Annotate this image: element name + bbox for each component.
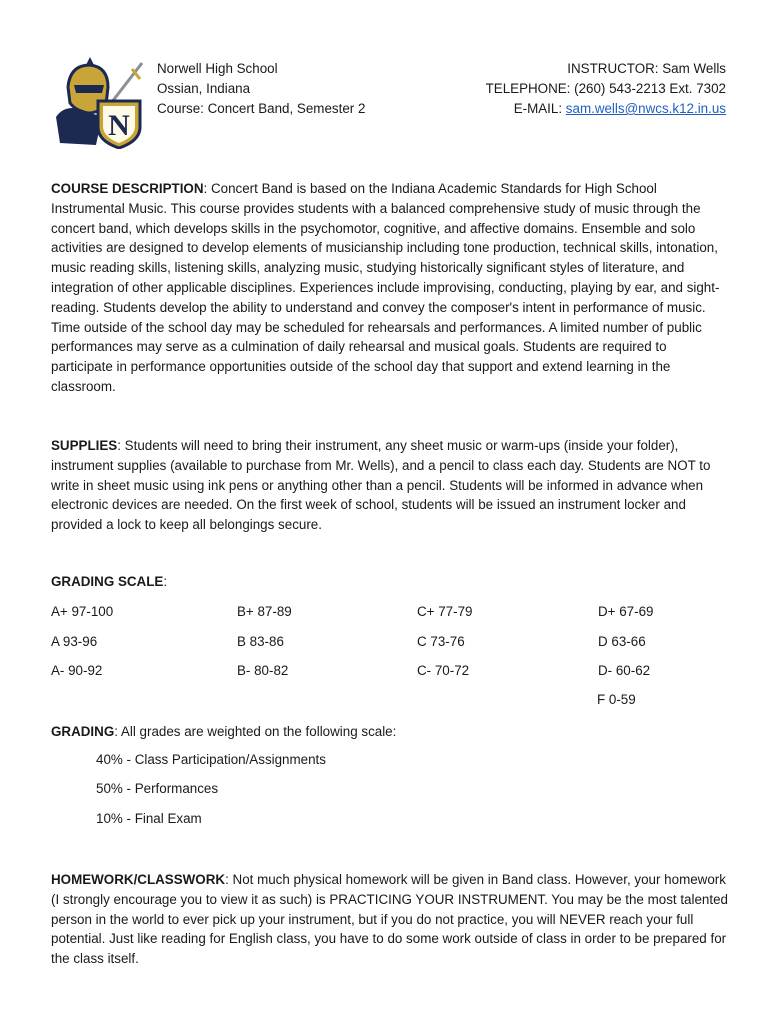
instructor-email-row xyxy=(486,99,726,119)
grade-cell: D- 60-62 xyxy=(598,663,651,678)
grade-cell: B 83-86 xyxy=(237,634,284,649)
grade-cell: D 63-66 xyxy=(598,634,646,649)
grading-section xyxy=(51,722,729,742)
grade-cell: A+ 97-100 xyxy=(51,604,114,619)
weight-item: 10% - Final Exam xyxy=(96,811,202,826)
course-description-text: : Concert Band is based on the Indiana Academic Standards for High School Instrumental Music. This course provides students with a balanced comprehensive study of music through the concert band, which develops skills in the psychomotor, cognitive, and affective domains. Ensemble and solo activities are designed to develop elements of musicianship including tone production, technical skills, intonation, music reading skills, listening skills, analyzing music, studying historically significant styles of literature, and integration of other applicable disciplines. Experiences include improvising, conducting, playing by ear, and sight-reading. Students develop the ability to understand and convey the composer's intent in performance of music. Time outside of the school day may be scheduled for rehearsals and performances. A limited number of public performances may serve as a culmination of daily rehearsal and musical goals. Students are required to participate in performance opportunities outside of the school day that support and extend learning in the classroom. xyxy=(51,181,720,394)
supplies-section xyxy=(51,436,729,535)
instructor-telephone: TELEPHONE: (260) 543-2213 Ext. 7302 xyxy=(485,81,726,96)
school-location: Ossian, Indiana xyxy=(157,81,251,96)
grading-label: GRADING xyxy=(51,724,115,739)
grade-cell: D+ 67-69 xyxy=(598,604,654,619)
grade-cell: C+ 77-79 xyxy=(417,604,473,619)
course-description-section xyxy=(51,179,729,397)
logo-letter: N xyxy=(108,109,130,142)
grade-cell: C 73-76 xyxy=(417,634,465,649)
supplies-text: : Students will need to bring their instrument, any sheet music or warm-ups (inside your folder), instrument supplies (available to purchase from Mr. Wells), and a pencil to class each day. Students are NOT to write in sheet music using ink pens or anything other than a pencil. Students will be informed in advance when electronic devices are needed. On the first week of school, students will be issued an instrument locker and provided a lock to keep all belongings secure. xyxy=(51,438,711,533)
grading-scale-heading: GRADING SCALE: xyxy=(51,574,168,589)
grading-scale-label: GRADING SCALE xyxy=(51,574,164,589)
instructor-name: INSTRUCTOR: Sam Wells xyxy=(567,61,726,76)
school-name: Norwell High School xyxy=(157,61,278,76)
email-label: E-MAIL: xyxy=(513,101,566,116)
grade-cell: F 0-59 xyxy=(597,692,636,707)
grade-cell: A- 90-92 xyxy=(51,663,103,678)
weight-item: 40% - Class Participation/Assignments xyxy=(96,752,326,767)
grading-text: : All grades are weighted on the following scale: xyxy=(114,724,397,739)
grade-cell: C- 70-72 xyxy=(417,663,470,678)
grade-cell: B- 80-82 xyxy=(237,663,289,678)
homework-text: : Not much physical homework will be given in Band class. However, your homework (I strongly encourage you to view it as such) is PRACTICING YOUR INSTRUMENT. You may be the most talented person in the world to ever pick up your instrument, but if you do not practice, you will NEVER reach your full potential. Just like reading for English class, you have to do some work outside of class in order to be prepared for the class itself. xyxy=(51,872,728,967)
school-logo xyxy=(50,57,147,149)
weight-item: 50% - Performances xyxy=(96,781,219,796)
grade-cell: B+ 87-89 xyxy=(237,604,292,619)
course-name: Course: Concert Band, Semester 2 xyxy=(157,101,366,116)
course-description-label: COURSE DESCRIPTION xyxy=(51,181,204,196)
homework-section xyxy=(51,870,729,969)
supplies-label: SUPPLIES xyxy=(51,438,118,453)
grade-cell: A 93-96 xyxy=(51,634,98,649)
homework-label: HOMEWORK/CLASSWORK xyxy=(51,872,226,887)
instructor-info xyxy=(486,59,726,119)
email-link[interactable]: sam.wells@nwcs.k12.in.us xyxy=(565,101,726,116)
school-info xyxy=(157,59,365,119)
